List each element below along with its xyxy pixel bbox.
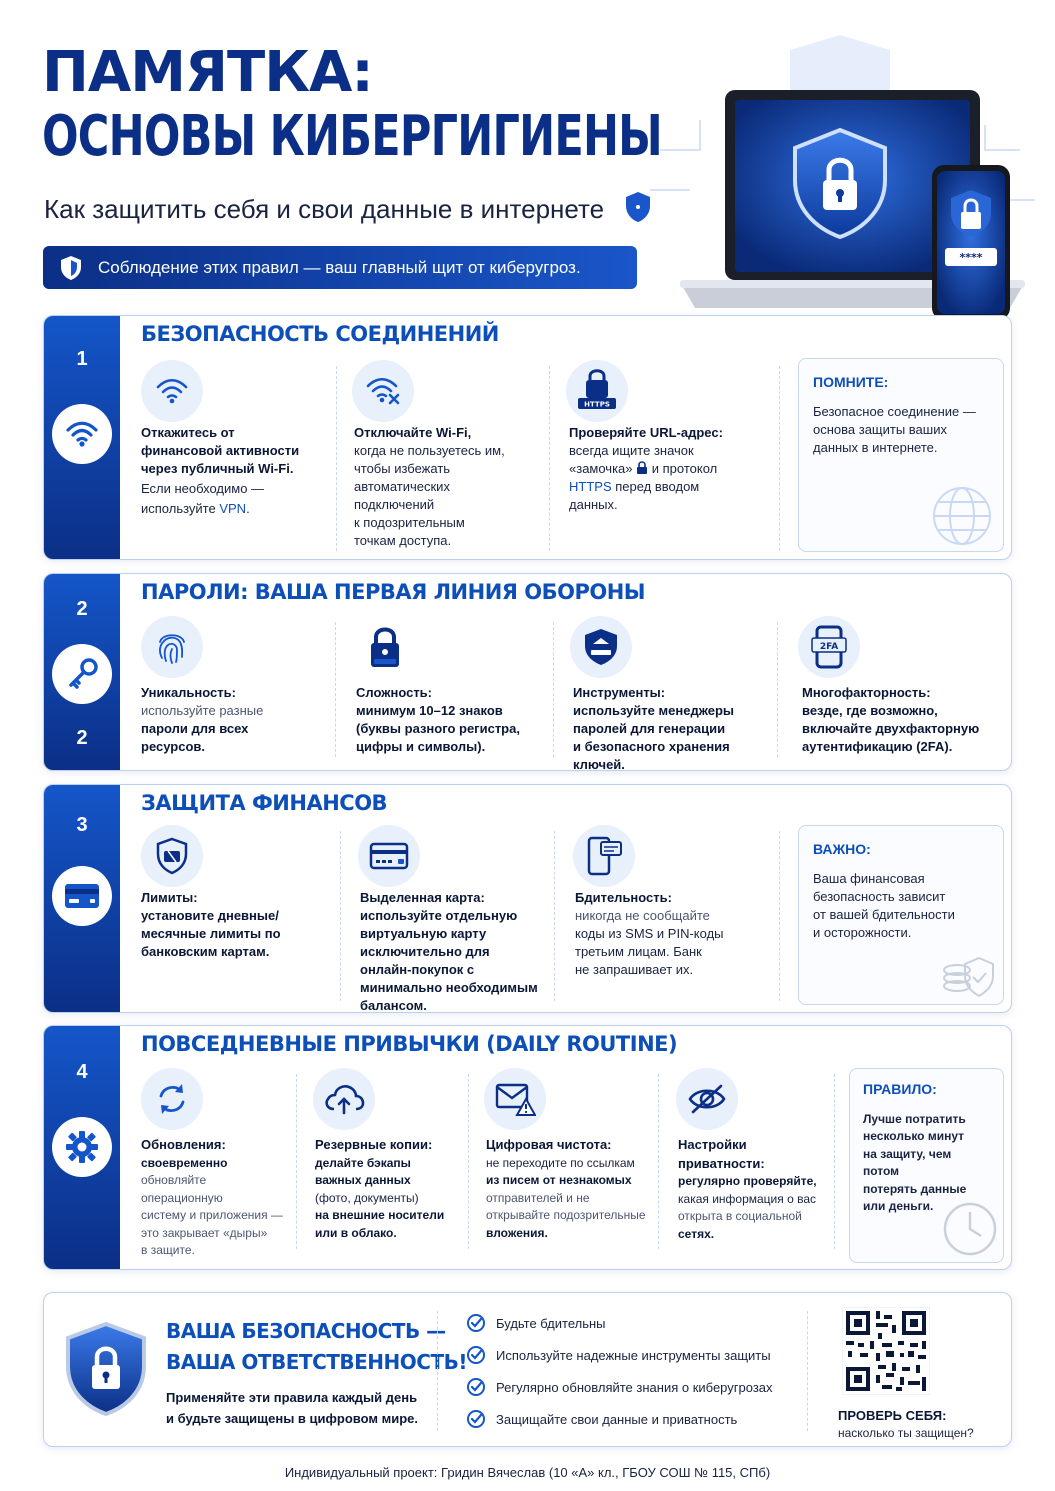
section-number: 1 <box>76 348 88 370</box>
coins-shield-icon <box>941 946 997 1000</box>
divider <box>296 1074 297 1249</box>
divider <box>777 622 778 757</box>
svg-text:HTTPS: HTTPS <box>584 400 610 409</box>
section-finance <box>43 784 1012 1013</box>
section-title: ПАРОЛИ: ВАША ПЕРВАЯ ЛИНИЯ ОБОРОНЫ <box>141 580 646 604</box>
tip-dedicated-card: Выделенная карта: используйте отдельную виртуальную карту исключительно для онлайн-покупок с минимально необходимым балансом. <box>360 890 538 1013</box>
credit-card-icon <box>52 866 112 926</box>
section-title: ПОВСЕДНЕВНЫЕ ПРИВЫЧКИ (DAILY ROUTINE) <box>141 1032 678 1056</box>
divider <box>335 622 336 757</box>
section-connections <box>43 315 1012 560</box>
section-number-secondary: 2 <box>76 727 88 749</box>
summary-title-line2: ВАША ОТВЕТСТВЕННОСТЬ! <box>166 1350 467 1374</box>
divider <box>779 831 780 1001</box>
wifi-icon <box>52 404 112 464</box>
tip-check-url: Проверяйте URL-адрес: всегда ищите значок «замочка» и протокол HTTPS перед вводом данных. <box>569 425 723 512</box>
note-remember: ПОМНИТЕ: Безопасное соединение — основа защиты ваших данных в интернете. <box>798 358 1004 552</box>
page-title-line1: ПАМЯТКА: <box>42 40 373 105</box>
wifi-icon <box>141 360 203 422</box>
padlock-icon <box>354 616 416 678</box>
tip-updates: Обновления: своевременно обновляйте операционную систему и приложения — это закрывает «дыры» в защите. <box>141 1137 283 1257</box>
two-factor-phone-icon <box>798 616 860 678</box>
section-title: БЕЗОПАСНОСТЬ СОЕДИНЕНИЙ <box>141 322 499 346</box>
divider <box>779 366 780 551</box>
check-circle-icon <box>466 1345 486 1365</box>
shield-lock-icon <box>64 1321 148 1417</box>
refresh-icon <box>141 1068 203 1130</box>
page-title-line2: ОСНОВЫ КИБЕРГИГИЕНЫ <box>42 104 662 169</box>
phone-sms-icon <box>573 825 635 887</box>
note-important: ВАЖНО: Ваша финансовая безопасность зависит от вашей бдительности и осторожности. <box>798 825 1004 1005</box>
section-sidebar <box>44 574 120 770</box>
shield-icon <box>59 255 83 281</box>
checklist-item: Используйте надежные инструменты защиты <box>466 1345 771 1365</box>
tip-privacy-settings: Настройки приватности: регулярно проверяйте, какая информация о вас открыта в социальной сетях. <box>678 1137 817 1241</box>
divider <box>658 1074 659 1249</box>
tip-tools: Инструменты: используйте менеджеры паролей для генерации и безопасного хранения ключей. <box>573 685 735 772</box>
svg-text:2FA: 2FA <box>819 642 839 652</box>
check-circle-icon <box>466 1377 486 1397</box>
globe-icon <box>927 485 997 547</box>
password-manager-icon <box>570 616 632 678</box>
divider <box>554 831 555 1001</box>
page-subtitle: Как защитить себя и свои данные в интернете <box>44 190 653 225</box>
checklist-item: Защищайте свои данные и приватность <box>466 1409 737 1429</box>
checklist-item: Регулярно обновляйте знания о киберугрозах <box>466 1377 773 1397</box>
tip-uniqueness: Уникальность: используйте разные пароли для всех ресурсов. <box>141 685 264 754</box>
divider <box>807 1311 808 1431</box>
divider <box>549 366 550 551</box>
tip-complexity: Сложность: минимум 10–12 знаков (буквы разного регистра, цифры и символы). <box>356 685 520 754</box>
summary-panel <box>43 1292 1012 1447</box>
summary-text: Применяйте эти правила каждый день и будьте защищены в цифровом мире. <box>166 1390 418 1426</box>
section-daily-routine <box>43 1025 1012 1270</box>
tip-disable-wifi: Отключайте Wi-Fi, когда не пользуетесь им, чтобы избежать автоматических подключений к подозрительным точкам доступа. <box>354 425 505 548</box>
section-number: 4 <box>76 1061 88 1083</box>
section-sidebar <box>44 316 120 559</box>
cloud-upload-icon <box>313 1068 375 1130</box>
divider <box>834 1074 835 1249</box>
eye-slash-icon <box>676 1068 738 1130</box>
lock-https-icon <box>566 360 628 422</box>
header-banner: Соблюдение этих правил — ваш главный щит от киберугроз. <box>43 246 637 289</box>
divider <box>553 622 554 757</box>
tip-public-wifi: Откажитесь от финансовой активности через публичный Wi-Fi. Если необходимо — используйте VPN. <box>141 425 300 516</box>
gear-icon <box>52 1117 112 1177</box>
mail-warning-icon <box>484 1068 546 1130</box>
section-title: ЗАЩИТА ФИНАНСОВ <box>141 791 388 815</box>
wifi-off-icon <box>352 360 414 422</box>
key-icon <box>52 644 112 704</box>
divider <box>468 1074 469 1249</box>
tip-vigilance: Бдительность: никогда не сообщайте коды из SMS и PIN-коды третьим лицам. Банк не запрашивает их. <box>575 890 724 977</box>
fingerprint-icon <box>141 616 203 678</box>
tip-multifactor: Многофакторность: везде, где возможно, включайте двухфакторную аутентификацию (2FA). <box>802 685 980 754</box>
section-passwords <box>43 573 1012 771</box>
divider <box>336 366 337 551</box>
tip-digital-hygiene: Цифровая чистота: не переходите по ссылкам из писем от незнакомых отправителей и не открывайте подозрительные вложения. <box>486 1137 646 1240</box>
section-sidebar <box>44 1026 120 1269</box>
card-shield-icon <box>141 825 203 887</box>
phone-code: **** <box>959 251 983 264</box>
qr-caption: ПРОВЕРЬ СЕБЯ: насколько ты защищен? <box>838 1408 974 1440</box>
divider <box>437 1311 438 1431</box>
section-number: 3 <box>76 814 88 836</box>
lock-icon <box>636 461 648 474</box>
dedicated-card-icon <box>358 825 420 887</box>
check-circle-icon <box>466 1409 486 1429</box>
section-sidebar <box>44 785 120 1012</box>
divider <box>340 831 341 1001</box>
tip-limits: Лимиты: установите дневные/ месячные лимиты по банковским картам. <box>141 890 281 959</box>
clock-icon <box>941 1200 999 1258</box>
qr-code[interactable] <box>842 1307 930 1395</box>
check-circle-icon <box>466 1313 486 1333</box>
checklist-item: Будьте бдительны <box>466 1313 606 1333</box>
tip-backups: Резервные копии: делайте бэкапы важных данных (фото, документы) на внешние носители или в облако. <box>315 1137 445 1240</box>
section-number: 2 <box>76 598 88 620</box>
laptop-phone-illustration <box>640 30 1045 330</box>
note-rule: ПРАВИЛО: Лучше потратить несколько минут на защиту, чем потом потерять данные или деньги. <box>849 1068 1004 1263</box>
footer-credit: Индивидуальный проект: Гридин Вячеслав (10 «А» кл., ГБОУ СОШ № 115, СПб) <box>284 1465 771 1480</box>
summary-title-line1: ВАША БЕЗОПАСНОСТЬ — <box>166 1319 446 1343</box>
